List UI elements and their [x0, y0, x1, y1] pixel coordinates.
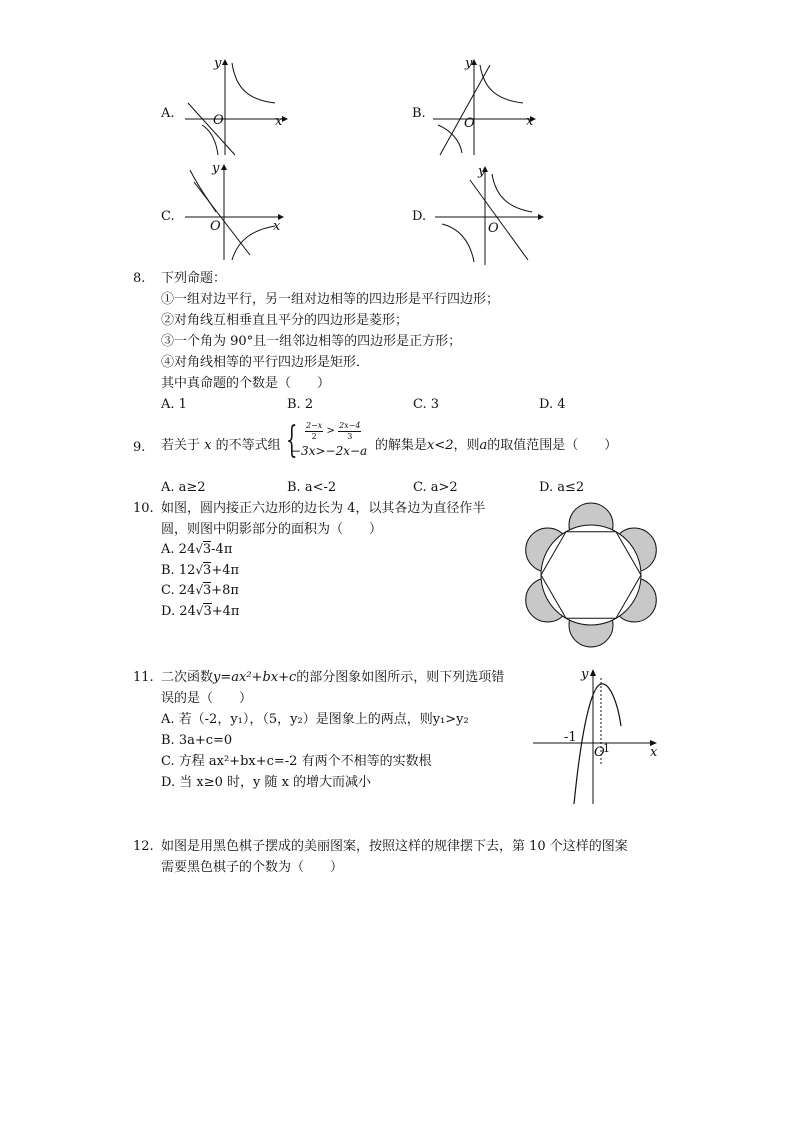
- q10-choice-d[interactable]: D. 24√3+4π: [161, 604, 240, 619]
- parabola-graph: [530, 664, 660, 809]
- q9-choice-b[interactable]: B. a<-2: [287, 480, 337, 495]
- option-b-label: B.: [412, 106, 426, 121]
- q8-stem: 下列命题：: [161, 271, 227, 286]
- graph-a-x-label: x: [275, 114, 283, 129]
- graph-a-origin: O: [213, 113, 224, 128]
- q9-choice-c[interactable]: C. a>2: [413, 480, 458, 495]
- graph-c-x-label: x: [273, 219, 281, 234]
- q10-number: 10.: [133, 501, 154, 516]
- graph-c-origin: O: [210, 219, 221, 234]
- q10-line-1: 如图，圆内接正六边形的边长为 4，以其各边为直径作半: [161, 501, 486, 516]
- q9-suffix: 的解集是x<2，则a的取值范围是（ ）: [375, 438, 618, 453]
- parabola-minus-one-label: -1: [564, 730, 577, 745]
- graph-b-y-label: y: [465, 56, 473, 71]
- parabola-x-label: x: [650, 745, 658, 760]
- q8-statement-4: ④对角线相等的平行四边形是矩形．: [161, 355, 370, 370]
- graph-b-x-label: x: [526, 114, 534, 129]
- q10-choice-c[interactable]: C. 24√3+8π: [161, 583, 239, 598]
- parabola-one-label: 1: [603, 742, 610, 755]
- graph-option-c: [180, 160, 290, 265]
- q8-statement-1: ①一组对边平行，另一组对边相等的四边形是平行四边形；: [161, 292, 500, 307]
- q9-choice-a[interactable]: A. a≥2: [161, 480, 206, 495]
- q8-choice-a[interactable]: A. 1: [161, 397, 187, 412]
- option-a-label: A.: [161, 106, 175, 121]
- q12-line-2: 需要黑色棋子的个数为（ ）: [161, 860, 344, 875]
- q10-line-2: 圆，则图中阴影部分的面积为（ ）: [161, 522, 383, 537]
- q11-choice-a[interactable]: A. 若（-2，y₁），（5，y₂）是图象上的两点，则y₁>y₂: [161, 712, 469, 727]
- hexagon-flower-figure: [518, 497, 664, 653]
- q10-choice-a[interactable]: A. 24√3-4π: [161, 542, 233, 557]
- q9-number: 9.: [133, 440, 146, 455]
- parabola-y-label: y: [581, 667, 589, 682]
- graph-option-d: [430, 160, 550, 270]
- graph-a-y-label: y: [214, 56, 222, 71]
- q12-number: 12.: [133, 839, 154, 854]
- parabola-origin: O: [594, 745, 605, 760]
- q11-line-1: 二次函数y=ax²+bx+c的部分图象如图所示，则下列选项错: [161, 670, 505, 685]
- q8-choice-b[interactable]: B. 2: [287, 397, 314, 412]
- graph-option-b: [428, 55, 538, 160]
- q11-choice-c[interactable]: C. 方程 ax²+bx+c=-2 有两个不相等的实数根: [161, 754, 432, 769]
- q8-question: 其中真命题的个数是（ ）: [161, 376, 331, 391]
- graph-c-y-label: y: [212, 161, 220, 176]
- q9-inequality-1: $\frac{2-x}{2}$ > $\frac{2x-4}{3}$: [306, 421, 361, 441]
- q11-line-2: 误的是（ ）: [161, 691, 253, 706]
- q9-brace: {: [286, 420, 298, 461]
- q10-choice-b[interactable]: B. 12√3+4π: [161, 563, 240, 578]
- option-d-label: D.: [412, 209, 427, 224]
- q11-choice-d[interactable]: D. 当 x≥0 时，y 随 x 的增大而减小: [161, 775, 372, 790]
- graph-d-origin: O: [488, 221, 499, 236]
- q11-choice-b[interactable]: B. 3a+c=0: [161, 733, 233, 748]
- q9-choice-d[interactable]: D. a≤2: [539, 480, 585, 495]
- graph-d-y-label: y: [478, 164, 486, 179]
- q9-prefix: 若关于 x 的不等式组: [161, 438, 281, 453]
- q12-line-1: 如图是用黑色棋子摆成的美丽图案，按照这样的规律摆下去，第 10 个这样的图案: [161, 839, 628, 854]
- option-c-label: C.: [161, 209, 175, 224]
- graph-b-origin: O: [464, 116, 475, 131]
- q9-inequality-2: −3x>−2x−a: [291, 444, 368, 458]
- q8-number: 8.: [133, 271, 146, 286]
- q11-number: 11.: [133, 670, 154, 685]
- q8-choice-d[interactable]: D. 4: [539, 397, 566, 412]
- graph-option-a: [180, 55, 290, 160]
- q8-statement-2: ②对角线互相垂直且平分的四边形是菱形；: [161, 313, 409, 328]
- q8-choice-c[interactable]: C. 3: [413, 397, 440, 412]
- q8-statement-3: ③一个角为 90°且一组邻边相等的四边形是正方形；: [161, 334, 462, 349]
